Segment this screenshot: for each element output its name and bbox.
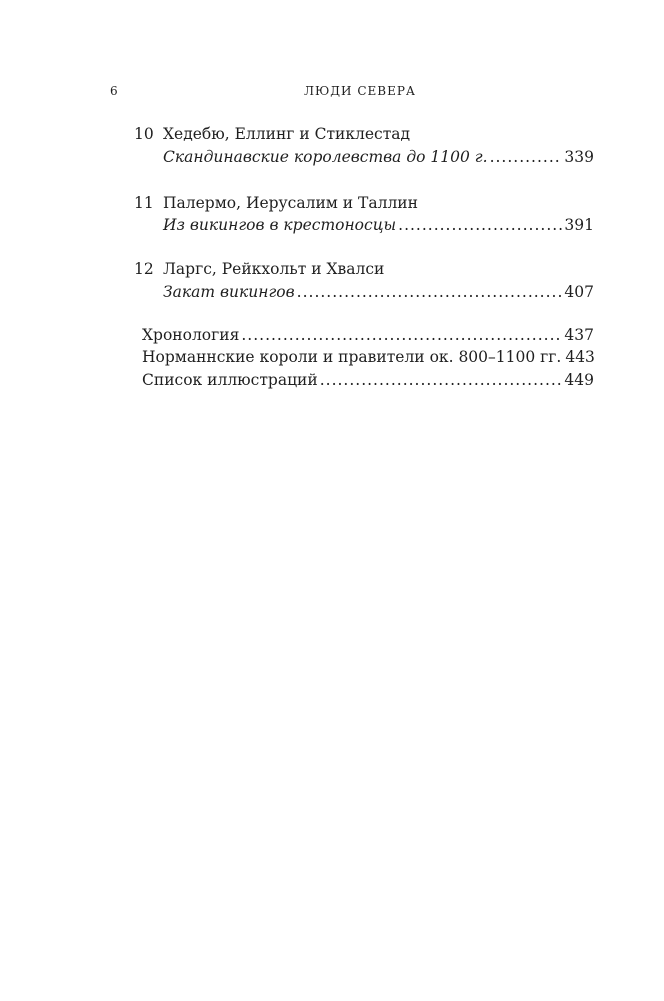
chapter-number: 11: [134, 194, 154, 212]
entry-title: Список иллюстраций: [142, 371, 318, 389]
chapter-subtitle-entry: [163, 147, 594, 167]
dot-leader: [241, 325, 562, 345]
chapter-title: Хедебю, Еллинг и Стиклестад: [163, 125, 411, 143]
chapter-subtitle-entry: [163, 215, 594, 235]
toc-entry-rulers[interactable]: [142, 347, 594, 367]
chapter-subtitle: Скандинавские королевства до 1100 г.: [163, 148, 488, 166]
chapter-title: Ларгс, Рейкхольт и Хвалси: [163, 260, 385, 278]
page-number: 6: [110, 84, 118, 98]
entry-title: Хронология: [142, 326, 240, 344]
running-title: ЛЮДИ СЕВЕРА: [303, 84, 417, 98]
page-ref: 437: [564, 326, 594, 344]
chapter-subtitle-entry: [163, 282, 594, 302]
chapter-subtitle: Из викингов в крестоносцы: [163, 216, 397, 234]
page-ref: 449: [564, 371, 594, 389]
toc-entry-chronology[interactable]: [142, 325, 594, 345]
dot-leader: [320, 370, 563, 390]
chapter-subtitle: Закат викингов: [163, 283, 295, 301]
page-ref: 443: [565, 348, 595, 366]
page-ref: 407: [564, 283, 594, 301]
entry-title: Норманнские короли и правители ок. 800–1100 гг.: [142, 348, 562, 366]
dot-leader: [490, 147, 563, 167]
chapter-number: 10: [134, 125, 154, 143]
page-ref: 391: [564, 216, 594, 234]
toc-entry-illustrations[interactable]: [142, 370, 594, 390]
chapter-title: Палермо, Иерусалим и Таллин: [163, 194, 418, 212]
page-ref: 339: [564, 148, 594, 166]
dot-leader: [297, 282, 563, 302]
chapter-number: 12: [134, 260, 154, 278]
dot-leader: [398, 215, 562, 235]
